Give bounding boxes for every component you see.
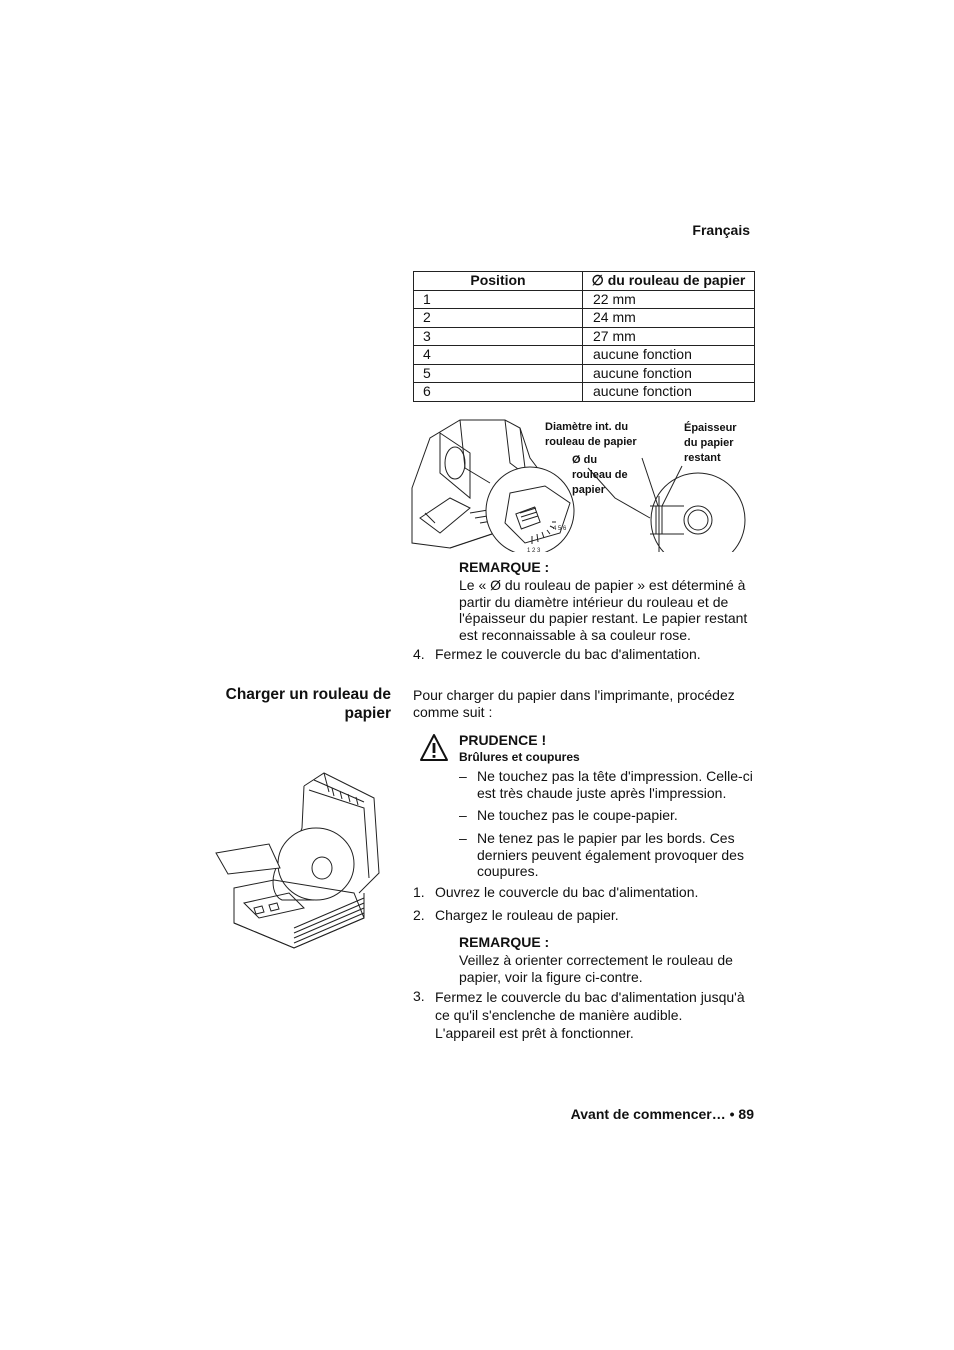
step-text: Fermez le couvercle du bac d'alimentation jusqu'à ce qu'il s'enclenche de manière audible.	[435, 989, 745, 1023]
svg-text:4 5 6: 4 5 6	[553, 526, 567, 532]
inner-diameter-label: Diamètre int. du rouleau de papier	[545, 421, 637, 448]
table-row	[414, 309, 755, 328]
step-text: Ouvrez le couvercle du bac d'alimentation.	[435, 884, 699, 900]
step-number: 3.	[413, 988, 425, 1004]
table-header-row	[414, 272, 755, 291]
svg-text:1 2 3: 1 2 3	[527, 548, 541, 552]
table-row	[414, 364, 755, 383]
caution-item: Ne touchez pas le coupe-papier.	[477, 807, 678, 823]
table-cell: 3	[414, 327, 583, 346]
table-cell: 24 mm	[583, 309, 755, 328]
page-footer: Avant de commencer… • 89	[570, 1106, 754, 1122]
step-result: L'appareil est prêt à fonctionner.	[435, 1025, 634, 1041]
caution-item: Ne tenez pas le papier par les bords. Ces derniers peuvent également provoquer des coupures.	[477, 830, 744, 879]
remark-text: Veillez à orienter correctement le rouleau de papier, voir la figure ci-contre.	[459, 952, 733, 985]
table-row	[414, 346, 755, 365]
remark-title: REMARQUE :	[459, 934, 550, 950]
table-cell: 6	[414, 383, 583, 402]
column-header: ∅ du rouleau de papier	[583, 272, 755, 291]
table-cell: 2	[414, 309, 583, 328]
caution-item: Ne touchez pas la tête d'impression. Celle-ci est très chaude juste après l'impression.	[477, 768, 753, 801]
column-header: Position	[414, 272, 583, 291]
table-cell: aucune fonction	[583, 346, 755, 365]
caution-title: PRUDENCE !	[459, 732, 547, 748]
table-row	[414, 383, 755, 402]
printer-roll-figure	[214, 768, 384, 950]
table-cell: 4	[414, 346, 583, 365]
roll-diameter-label: Ø du rouleau de papier	[572, 454, 628, 496]
language-label: Français	[692, 222, 750, 238]
dash-bullet: –	[459, 807, 467, 823]
warning-icon	[419, 733, 449, 763]
table-cell: 5	[414, 364, 583, 383]
step-text: Chargez le rouleau de papier.	[435, 907, 619, 923]
remark-title: REMARQUE :	[459, 559, 550, 575]
caution-subtitle: Brûlures et coupures	[459, 750, 580, 764]
table-cell: 1	[414, 290, 583, 309]
table-cell: 27 mm	[583, 327, 755, 346]
section-heading: Charger un rouleau de papier	[225, 686, 391, 722]
dash-bullet: –	[459, 830, 467, 846]
step-number: 2.	[413, 907, 425, 923]
position-table	[413, 271, 755, 402]
section-intro: Pour charger du papier dans l'imprimante, procédez comme suit :	[413, 687, 735, 720]
table-row	[414, 327, 755, 346]
step-text: Fermez le couvercle du bac d'alimentation.	[435, 646, 701, 662]
table-cell: 22 mm	[583, 290, 755, 309]
table-cell: aucune fonction	[583, 364, 755, 383]
thickness-label: Épaisseur du papier restant	[684, 422, 737, 464]
step-number: 4.	[413, 646, 425, 662]
remark-text: Le « Ø du rouleau de papier » est déterminé à partir du diamètre intérieur du rouleau et de l'épaisseur du papier restant. Le papier restant est reconnaissable à sa couleur rose.	[459, 577, 748, 643]
step-number: 1.	[413, 884, 425, 900]
table-cell: aucune fonction	[583, 383, 755, 402]
table-row	[414, 290, 755, 309]
dash-bullet: –	[459, 768, 467, 784]
